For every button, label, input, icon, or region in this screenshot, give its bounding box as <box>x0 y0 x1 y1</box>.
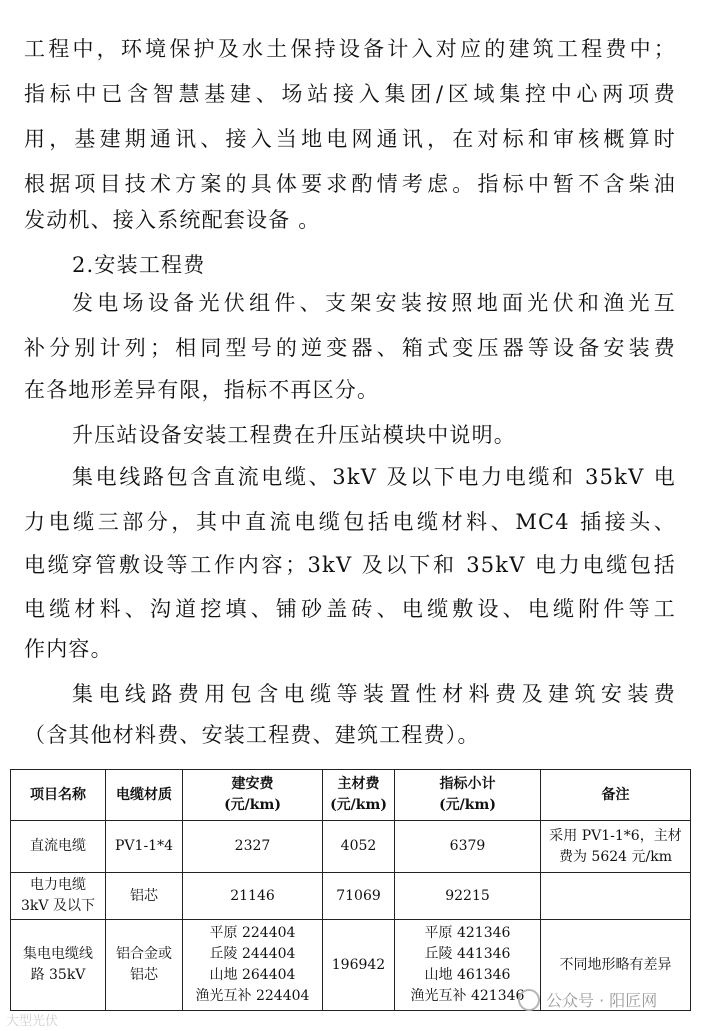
table-row <box>11 821 691 873</box>
cell-remark <box>541 821 691 873</box>
paragraph-line: 指标中已含智慧基建、场站接入集团/区域集控中心两项费 <box>24 82 676 106</box>
cell-main-material: 4052 <box>323 821 395 873</box>
cell-subtotal: 92215 <box>395 873 541 920</box>
section-heading: 2.安装工程费 <box>72 253 206 277</box>
header-install-unit: (元/km) <box>224 797 281 813</box>
subtotal-line: 丘陵 441346 <box>424 946 511 962</box>
cell-install: 2327 <box>183 821 323 873</box>
watermark-right-text: 公众号 · 阳匠网 <box>546 991 658 1010</box>
subtotal-line: 山地 461346 <box>424 967 511 983</box>
table-header-row <box>11 770 691 821</box>
cell-material: PV1-1*4 <box>106 821 183 873</box>
header-main-material-unit: (元/km) <box>330 797 387 813</box>
paragraph-line: 力电缆三部分，其中直流电缆包括电缆材料、MC4 插接头、 <box>24 510 676 534</box>
name-line: 3kV 及以下 <box>21 898 95 914</box>
watermark-left: 大型光伏 <box>6 1014 59 1029</box>
name-line: 集电电缆线 <box>23 946 93 962</box>
install-line: 丘陵 244404 <box>209 946 296 962</box>
paragraph-line: 集电线路费用包含电缆等装置性材料费及建筑安装费 <box>72 682 676 706</box>
paragraph-line: （含其他材料费、安装工程费、建筑工程费）。 <box>24 723 480 747</box>
paragraph-line: 根据项目技术方案的具体要求酌情考虑。指标中暂不含柴油 <box>24 172 676 196</box>
paragraph-line: 作内容。 <box>24 637 113 661</box>
watermark-right <box>518 988 657 1011</box>
name-line: 路 35kV <box>30 967 86 983</box>
paragraph-line: 集电线路包含直流电缆、3kV 及以下电力电缆和 35kV 电 <box>72 465 676 489</box>
header-main-material <box>323 770 395 821</box>
cable-fee-table <box>10 769 691 1011</box>
paragraph-line: 在各地形差异有限，指标不再区分。 <box>24 378 380 402</box>
wechat-icon <box>518 989 540 1011</box>
install-line: 渔光互补 224404 <box>195 988 310 1004</box>
header-material: 电缆材质 <box>106 770 183 821</box>
name-line: 电力电缆 <box>30 877 86 893</box>
paragraph-line: 发动机、接入系统配套设备 。 <box>24 208 321 232</box>
paragraph-line: 升压站设备安装工程费在升压站模块中说明。 <box>72 423 516 447</box>
cell-main-material: 196942 <box>323 920 395 1011</box>
cell-install <box>183 920 323 1011</box>
cell-remark <box>541 873 691 920</box>
remark-line: 采用 PV1-1*6，主材 <box>549 827 682 844</box>
cell-material <box>106 920 183 1011</box>
paragraph-line: 电缆穿管敷设等工作内容；3kV 及以下和 35kV 电力电缆包括 <box>24 553 676 577</box>
install-line: 平原 224404 <box>209 925 296 941</box>
header-subtotal-label: 指标小计 <box>439 776 496 792</box>
cell-main-material: 71069 <box>323 873 395 920</box>
cell-name <box>11 873 106 920</box>
subtotal-line: 平原 421346 <box>424 925 511 941</box>
paragraph-line: 用，基建期通讯、接入当地电网通讯，在对标和审核概算时 <box>24 127 676 151</box>
material-line: 铝芯 <box>130 967 158 983</box>
header-remark: 备注 <box>541 770 691 821</box>
header-subtotal <box>395 770 541 821</box>
paragraph-line: 补分别计列；相同型号的逆变器、箱式变压器等设备安装费 <box>24 336 676 360</box>
cell-install: 21146 <box>183 873 323 920</box>
header-main-material-label: 主材费 <box>337 776 380 792</box>
cell-name <box>11 920 106 1011</box>
cell-name: 直流电缆 <box>11 821 106 873</box>
header-name: 项目名称 <box>11 770 106 821</box>
subtotal-line: 渔光互补 421346 <box>410 988 525 1004</box>
table-row <box>11 873 691 920</box>
cell-material: 铝芯 <box>106 873 183 920</box>
header-subtotal-unit: (元/km) <box>439 797 496 813</box>
paragraph-line: 电缆材料、沟道挖填、铺砂盖砖、电缆敷设、电缆附件等工 <box>24 597 676 621</box>
material-line: 铝合金或 <box>116 946 172 962</box>
paragraph-line: 发电场设备光伏组件、支架安装按照地面光伏和渔光互 <box>72 291 676 315</box>
cell-subtotal: 6379 <box>395 821 541 873</box>
header-install <box>183 770 323 821</box>
paragraph-line: 工程中，环境保护及水土保持设备计入对应的建筑工程费中； <box>24 37 676 61</box>
cell-remark: 不同地形略有差异 <box>541 920 691 1011</box>
install-line: 山地 264404 <box>209 967 296 983</box>
header-install-label: 建安费 <box>231 776 274 792</box>
remark-line: 费为 5624 元/km <box>558 848 672 865</box>
